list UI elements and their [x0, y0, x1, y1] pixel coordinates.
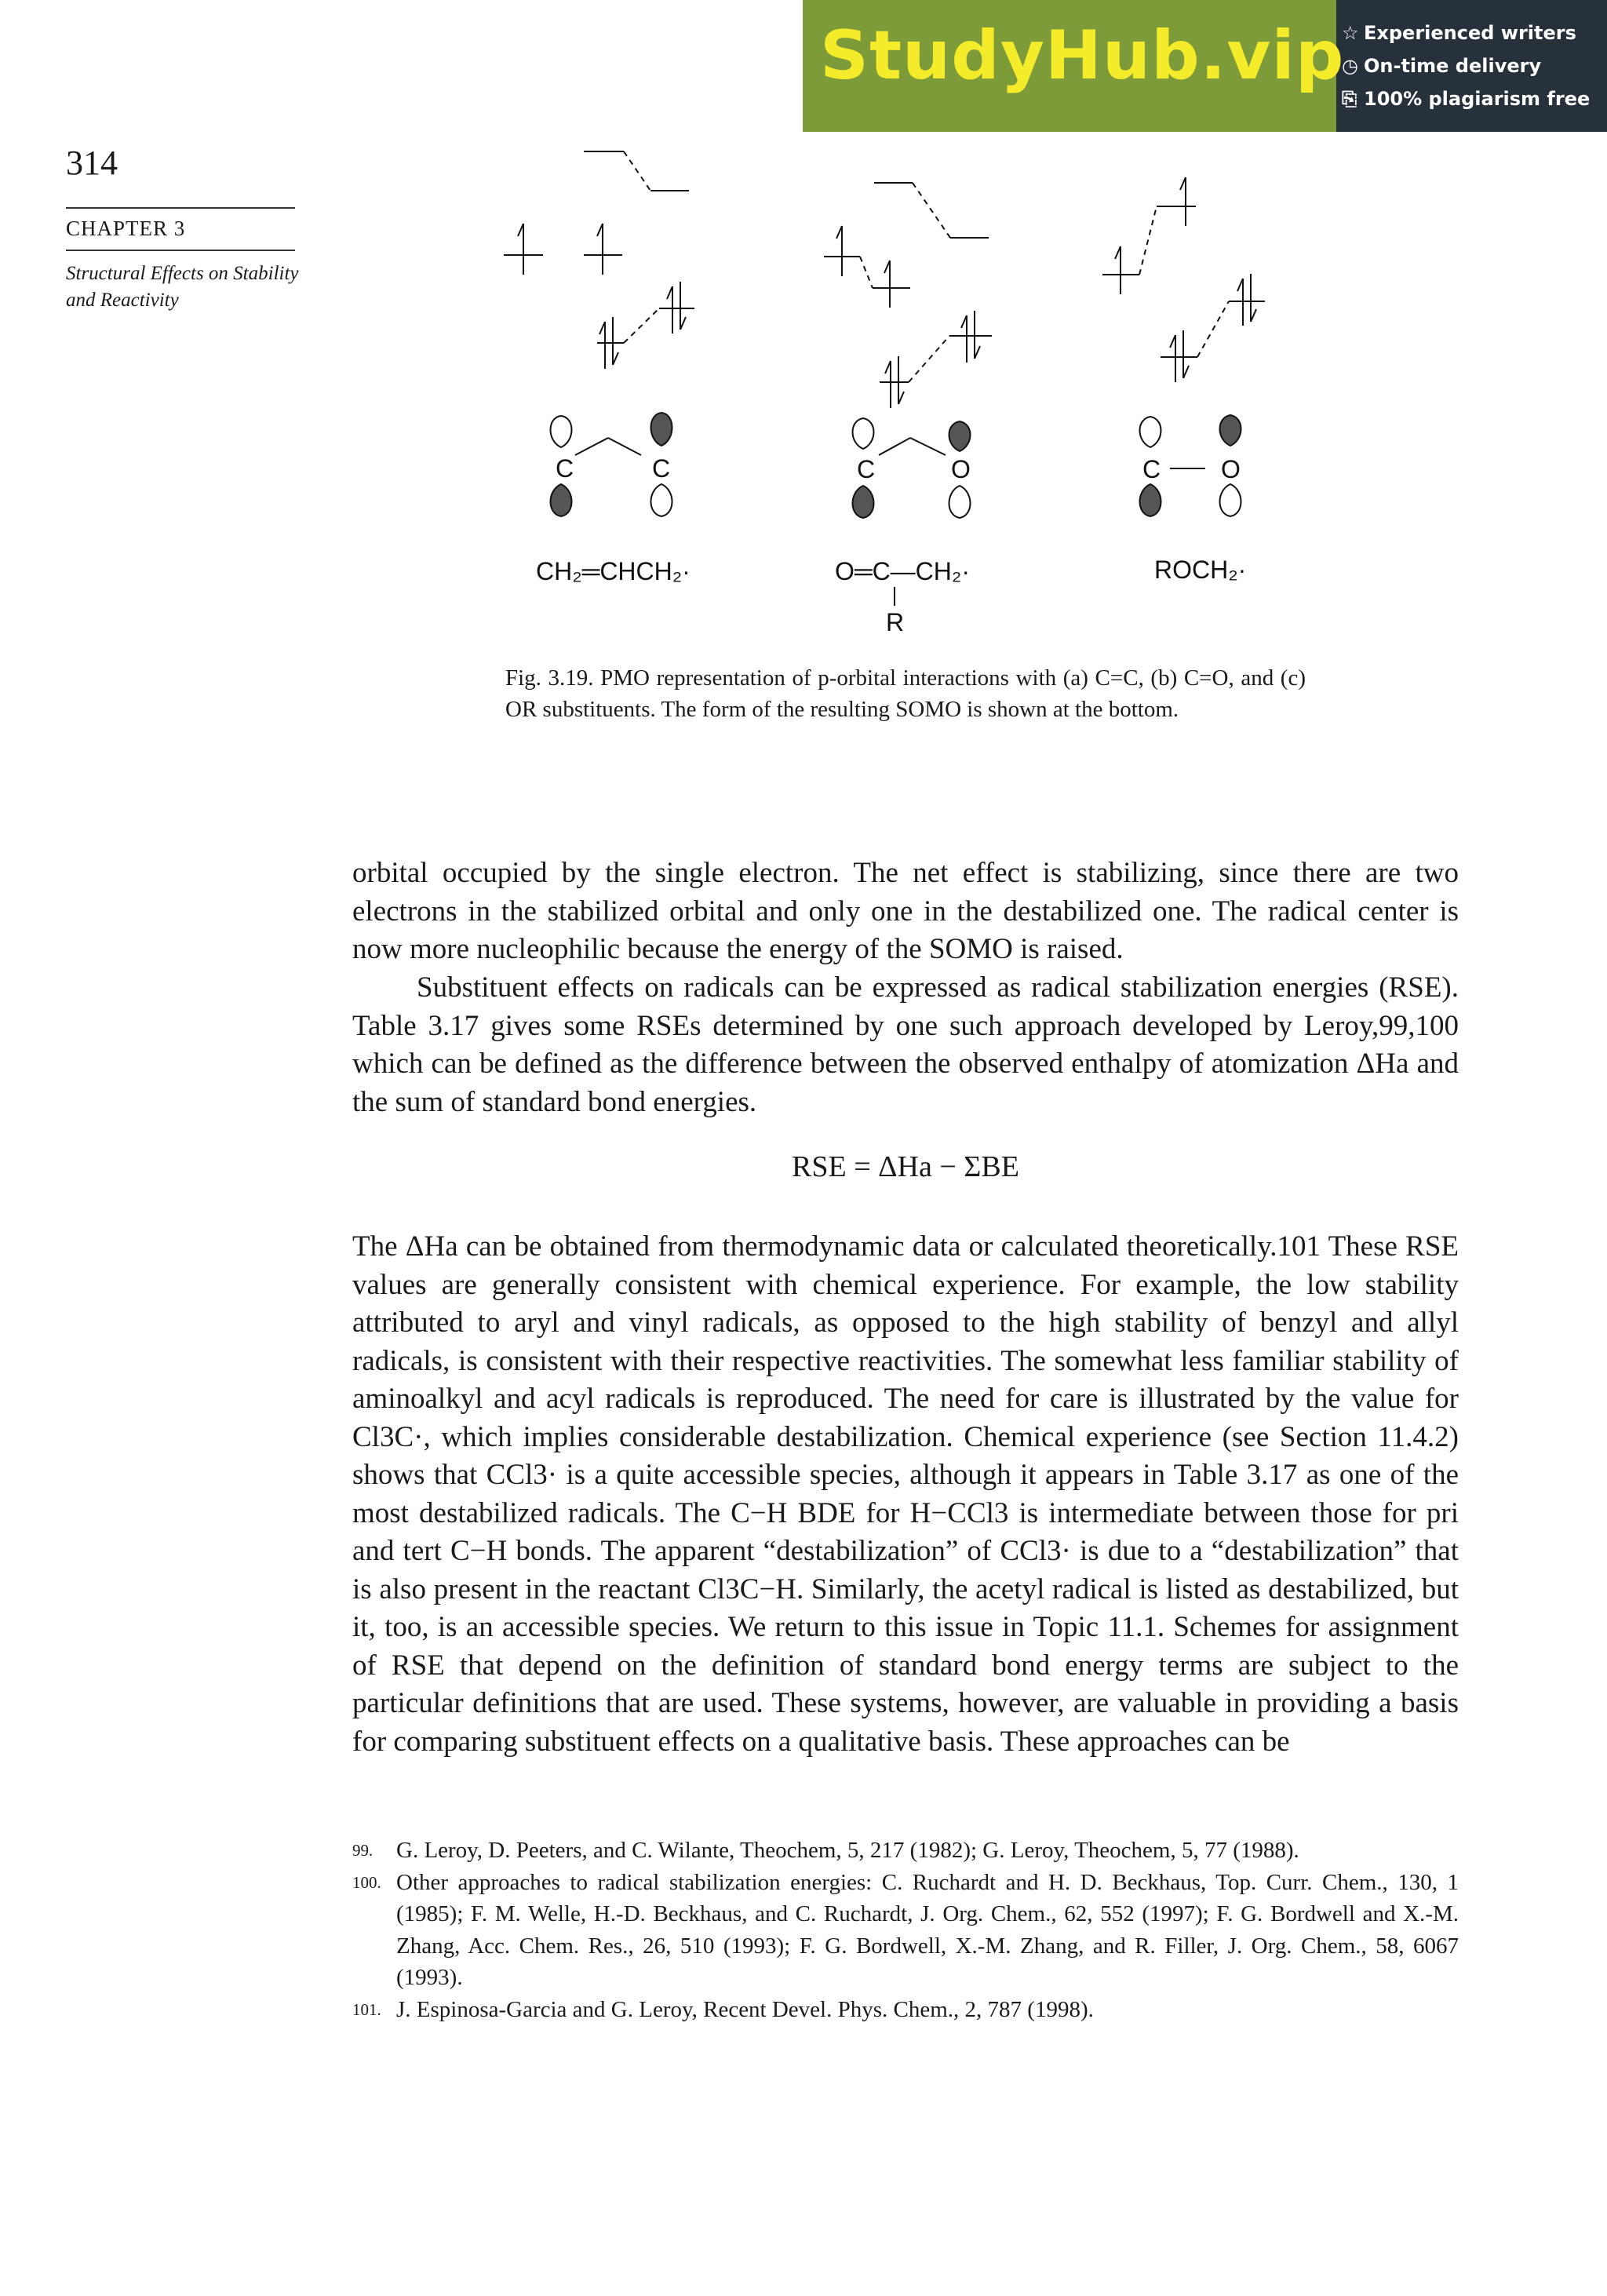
paragraph-1: orbital occupied by the single electron. The net effect is stabilizing, since there are two electrons in the stabilized orbital and only one in the destabilized one. The radical center is now more nucleophilic because the energy of the SOMO is raised. [352, 857, 1459, 965]
feature-experienced: ☆ Experienced writers [1342, 22, 1576, 44]
header-rule-bottom [66, 250, 295, 251]
brand-logo[interactable]: StudyHub.vip [820, 16, 1345, 95]
formula-a: CH₂═CHCH₂· [536, 557, 691, 585]
footnotes [352, 1835, 1459, 2025]
atom-label: C [857, 455, 876, 483]
document-icon: ⎘ [1342, 88, 1357, 110]
footnote: 99. G. Leroy, D. Peeters, and C. Wilante, Theochem, 5, 217 (1982); G. Leroy, Theochem, 5, 77 (1988). [352, 1838, 1299, 1863]
formula-b-substituent: R [886, 608, 905, 636]
atom-label: C [652, 454, 671, 483]
atom-label: C [556, 454, 574, 483]
chapter-label: CHAPTER 3 [66, 217, 186, 240]
feature-on-time: ◷ On-time delivery [1342, 55, 1542, 77]
atom-label: O [951, 455, 971, 483]
atom-label: O [1221, 455, 1241, 483]
footnote: 101. J. Espinosa-Garcia and G. Leroy, Recent Devel. Phys. Chem., 2, 787 (1998). [352, 1996, 1094, 2022]
pmo-diagram [471, 133, 1357, 651]
star-icon: ☆ [1342, 22, 1359, 44]
feature-plagiarism: ⎘ 100% plagiarism free [1342, 88, 1591, 110]
footnote: 100. Other approaches to radical stabilization energies: C. Ruchardt and H. D. Beckhaus, Top. Curr. Chem., 130, 1 (1985); F. M. Welle, H.-D. Beckhaus, and C. Ruchardt, J. Org. Chem., 62, 552 (1997); F. G. Bordwell and X.-M. Zhang, Acc. Chem. Res., 26, 510 (1993); F. G. Bordwell, X.-M. Zhang, and R. Filler, J. Org. Chem., 58, 6067 (1993). [352, 1869, 1459, 1990]
formula-c: ROCH₂· [1154, 556, 1247, 584]
equation-rse: RSE = ΔHa − ΣBE [792, 1150, 1019, 1183]
clock-icon: ◷ [1342, 55, 1358, 77]
header-rule-top [66, 207, 295, 209]
diagram-a-levels [504, 151, 694, 343]
running-title: Structural Effects on Stability and Reactivity [66, 263, 299, 311]
paragraph-3: The ΔHa can be obtained from thermodynamic data or calculated theoretically.101 These RSE values are generally consistent with chemical experience. For example, the low stability attributed to aryl and vinyl radicals, as opposed to the high stability of benzyl and allyl radicals, is consistent with their respective reactivities. The somewhat less familiar stability of aminoalkyl and acyl radicals is reproduced. The need for care is illustrated by the value for Cl3C·, which implies considerable destabilization. Chemical experience (see Section 11.4.2) shows that CCl3· is a quite accessible species, although it appears in Table 3.17 as one of the most destabilized radicals. The C−H BDE for H−CCl3 is intermediate between those for pri and tert C−H bonds. The apparent “destabilization” of CCl3· is due to a “destabilization” that is also present in the reactant Cl3C−H. Similarly, the acetyl radical is listed as destabilized, but it, too, is an accessible species. We return to this issue in Topic 11.1. Schemes for assignment of RSE that depend on the definition of standard bond energy terms are subject to the particular definitions that are used. These systems, however, are valuable in providing a basis for comparing substituent effects on a qualitative basis. These approaches can be [352, 1230, 1459, 1758]
figure-caption: Fig. 3.19. PMO representation of p-orbital interactions with (a) C=C, (b) C=O, and (c) OR substituents. The form of the resulting SOMO is shown at the bottom. [505, 665, 1306, 722]
electron-arrows [518, 177, 1256, 408]
page-number: 314 [66, 144, 118, 182]
atom-label: C [1142, 455, 1161, 483]
paragraph-2: Substituent effects on radicals can be expressed as radical stabilization energies (RSE). Table 3.17 gives some RSEs determined by one such approach developed by Leroy,99,100 which can be defined as the difference between the observed enthalpy of atomization ΔHa and the sum of standard bond energies. [352, 971, 1459, 1118]
formula-b: O═C—CH₂· [835, 557, 970, 585]
